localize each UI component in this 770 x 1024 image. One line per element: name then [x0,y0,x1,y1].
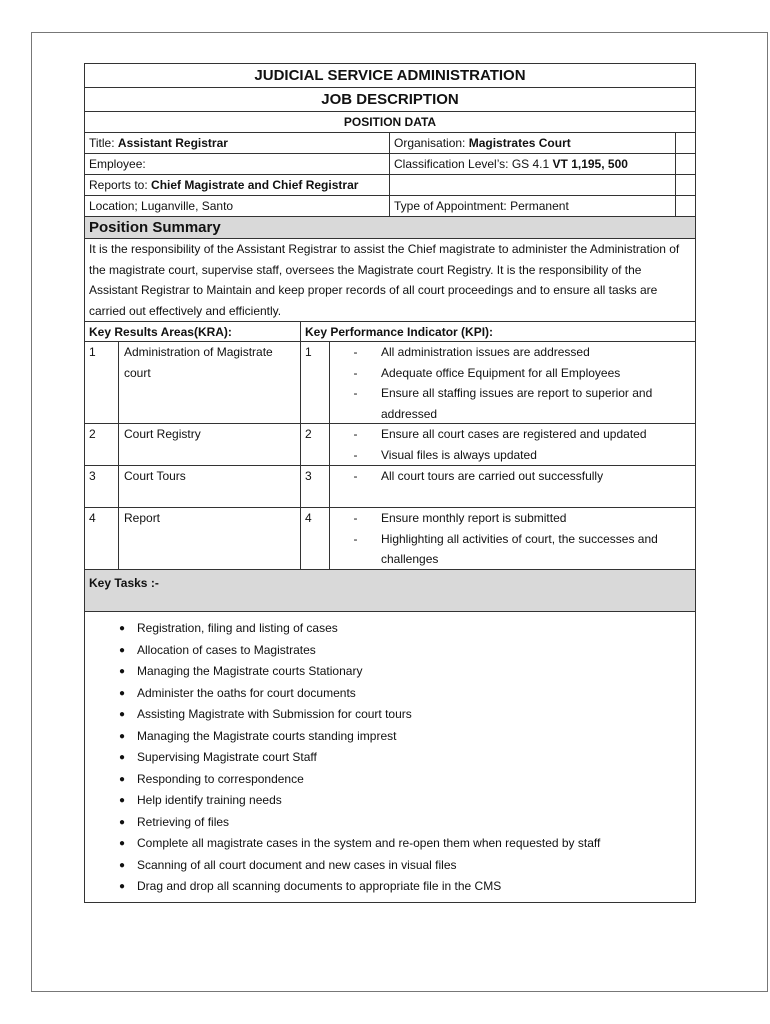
appointment-cell: Type of Appointment: Permanent [389,196,675,216]
kpi-number: 1 [300,342,329,425]
kpi-header: Key Performance Indicator (KPI): [300,322,695,342]
title-label: Title: [89,136,118,150]
task-text: Responding to correspondence [137,771,304,786]
kpi-cell [329,342,695,425]
kra-row [84,423,696,465]
kpi-item [330,342,695,363]
organisation-cell [389,133,675,153]
task-item [85,833,695,855]
org-title: JUDICIAL SERVICE ADMINISTRATION [84,63,696,87]
kra-number: 1 [89,345,96,359]
kra-number: 2 [89,427,96,441]
task-text: Registration, filing and listing of cases [137,621,338,635]
task-item [85,618,695,640]
kra-header: Key Results Areas(KRA): [89,325,232,339]
kpi-cell [329,424,695,465]
bullet-icon: ● [118,881,125,892]
bullet-icon: ● [118,730,125,742]
kpi-item [330,424,695,445]
kpi-item [330,445,695,466]
kpi-text: All court tours are carried out successfully [381,469,604,483]
position-row-reports [84,174,696,195]
kpi-text: Adequate office Equipment for all Employees [381,365,621,380]
bullet-icon: ● [118,623,125,634]
dash-marker: - [353,531,358,546]
kpi-number: 4 [300,508,329,570]
kra-row [84,341,696,423]
key-tasks-list [85,618,695,898]
kpi-list [330,424,695,465]
task-text: Complete all magistrate cases in the system and re-open them when requested by staff [137,836,601,850]
task-text: Managing the Magistrate courts Stationary [137,664,363,678]
kra-row [84,465,696,507]
classification-value: VT 1,195, 500 [552,157,628,171]
doc-title: JOB DESCRIPTION [84,87,696,111]
task-text: Assisting Magistrate with Submission for court tours [137,707,412,721]
bullet-icon: ● [118,795,125,806]
empty-cell [675,196,695,216]
kra-area: Administration of Magistrate court [118,342,300,425]
organisation-label: Organisation: [394,136,469,150]
kra-number: 4 [89,511,96,525]
task-item [85,769,695,791]
key-tasks-heading: Key Tasks :- [84,569,696,611]
employee-cell: Employee: [89,157,146,171]
task-text: Retrieving of files [137,814,230,829]
bullet-icon: ● [118,644,125,656]
kpi-text: Highlighting all activities of court, the successes and challenges [381,531,658,567]
kra-row [84,507,696,569]
kpi-text: Ensure all court cases are registered and updated [381,427,647,441]
task-text: Help identify training needs [137,793,282,807]
dash-marker: - [353,469,358,483]
dash-marker: - [353,365,358,380]
task-item [85,661,695,683]
kpi-text: All administration issues are addressed [381,345,590,359]
dash-marker: - [353,447,358,462]
location-cell: Location; Luganville, Santo [89,199,234,213]
kpi-text: Ensure monthly report is submitted [381,511,567,525]
kra-area: Court Tours [118,466,300,507]
task-item [85,790,695,812]
kpi-list [330,508,695,570]
task-item [85,640,695,662]
kpi-text: Visual files is always updated [381,447,537,462]
kpi-item [330,508,695,529]
kpi-item [330,363,695,384]
empty-cell [675,133,695,153]
job-description-document [84,63,696,903]
task-text: Administer the oaths for court documents [137,685,356,700]
kpi-list [330,342,695,425]
empty-cell [675,154,695,174]
task-text: Drag and drop all scanning documents to appropriate file in the CMS [137,879,502,893]
kpi-list [330,466,695,487]
task-item [85,812,695,834]
reports-value: Chief Magistrate and Chief Registrar [151,178,359,192]
dash-marker: - [353,511,358,525]
bullet-icon: ● [118,666,125,677]
task-text: Scanning of all court document and new cases in visual files [137,857,457,872]
empty-cell [675,175,695,195]
bullet-icon: ● [118,838,125,849]
position-row-title [84,132,696,153]
task-item [85,726,695,748]
kra-area: Court Registry [118,424,300,465]
position-summary-heading: Position Summary [84,216,696,238]
classification-cell [389,154,675,174]
dash-marker: - [353,345,358,359]
kpi-cell [329,508,695,570]
kpi-item [330,529,695,570]
bullet-icon: ● [118,687,125,699]
bullet-icon: ● [118,773,125,785]
task-item [85,683,695,705]
kra-kpi-header [84,321,696,341]
task-text: Allocation of cases to Magistrates [137,642,316,657]
task-text: Managing the Magistrate courts standing imprest [137,728,397,743]
dash-marker: - [353,386,358,401]
task-text: Supervising Magistrate court Staff [137,750,317,764]
position-summary-text: It is the responsibility of the Assistant Registrar to assist the Chief magistrate to administer the Administration of the magistrate court, supervise staff, oversees the Magistrate court Registry. It is the responsibility of the Assistant Registrar to Maintain and keep proper records of all court proceedings and to ensure all tasks are carried out effectively and efficiently. [84,238,696,321]
bullet-icon: ● [118,859,125,871]
dash-marker: - [353,427,358,441]
classification-label: Classification Level’s: GS 4.1 [394,157,553,171]
kpi-item [330,466,695,487]
kpi-number: 3 [300,466,329,507]
organisation-value: Magistrates Court [468,136,571,150]
kpi-number: 2 [300,424,329,465]
kpi-text: Ensure all staffing issues are report to superior and addressed [381,386,653,422]
bullet-icon: ● [118,709,125,720]
title-cell [85,133,389,153]
kra-number: 3 [89,469,96,483]
task-item [85,704,695,726]
section-title: POSITION DATA [84,111,696,132]
kpi-cell [329,466,695,507]
bullet-icon: ● [118,816,125,828]
key-tasks-section [84,611,696,903]
task-item [85,747,695,769]
reports-label: Reports to: [89,178,152,192]
position-row-location [84,195,696,216]
task-item [85,855,695,877]
title-value: Assistant Registrar [117,136,228,150]
position-row-employee [84,153,696,174]
kra-area: Report [118,508,300,570]
kpi-item [330,383,695,424]
bullet-icon: ● [118,752,125,763]
reports-cell [85,175,389,195]
empty-cell [389,175,675,195]
task-item [85,876,695,898]
